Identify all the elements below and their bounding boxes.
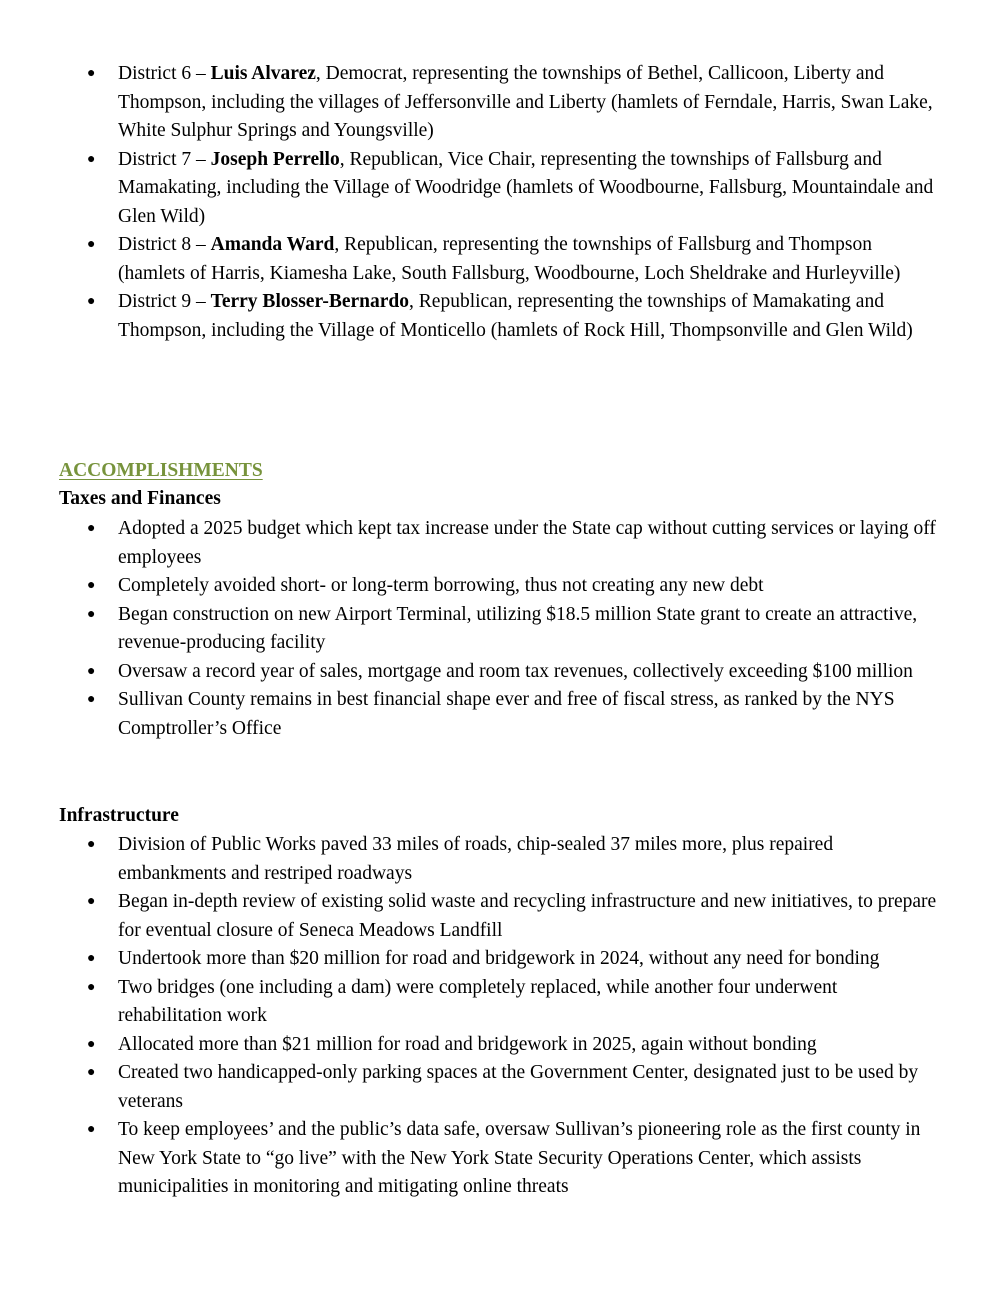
district-prefix: District 6 – bbox=[118, 63, 211, 84]
list-item bbox=[0, 658, 1000, 687]
district-prefix: District 7 – bbox=[118, 148, 211, 170]
list-item-text: Undertook more than $20 million for road and bridgework in 2024, without any need for bonding bbox=[118, 948, 880, 969]
district-item bbox=[0, 288, 1000, 345]
list-item bbox=[0, 515, 1000, 572]
list-item bbox=[0, 1059, 1000, 1116]
list-item bbox=[0, 945, 1000, 974]
list-item-text: Began in-depth review of existing solid waste and recycling infrastructure and new initiatives, to prepare for eventual closure of Seneca Meadows Landfill bbox=[118, 891, 937, 941]
legislator-name: Terry Blosser-Bernardo bbox=[210, 291, 410, 312]
list-item bbox=[0, 974, 1000, 1031]
legislator-name: Luis Alvarez bbox=[210, 63, 316, 84]
bullet-icon: ● bbox=[87, 294, 96, 309]
bullet-icon: ● bbox=[87, 1122, 96, 1137]
taxes-list bbox=[0, 515, 1000, 743]
list-item-text: Created two handicapped-only parking spaces at the Government Center, designated just to be used by veterans bbox=[118, 1062, 919, 1112]
legislator-name: Joseph Perrello bbox=[210, 148, 340, 170]
taxes-heading: Taxes and Finances bbox=[59, 488, 221, 509]
list-item bbox=[0, 1116, 1000, 1202]
list-item bbox=[0, 831, 1000, 888]
list-item bbox=[0, 686, 1000, 743]
infrastructure-heading: Infrastructure bbox=[59, 805, 179, 826]
bullet-icon: ● bbox=[87, 1036, 96, 1052]
list-item-text: Completely avoided short- or long-term borrowing, thus not creating any new debt bbox=[118, 575, 764, 596]
list-item-text: Two bridges (one including a dam) were completely replaced, while another four underwent rehabilitation work bbox=[118, 976, 838, 1026]
bullet-icon: ● bbox=[87, 151, 96, 167]
list-item-text: Adopted a 2025 budget which kept tax increase under the State cap without cutting services or laying off employees bbox=[118, 518, 936, 568]
bullet-icon: ● bbox=[87, 894, 96, 909]
infrastructure-list bbox=[0, 831, 1000, 1202]
list-item bbox=[0, 572, 1000, 601]
district-description: , Republican, Vice Chair, representing the townships of Fallsburg and Mamakating, including the Village of Woodridge (hamlets of Woodbourne, Fallsburg, Mountaindale and Glen Wild) bbox=[118, 148, 934, 227]
legislator-name: Amanda Ward bbox=[210, 234, 335, 255]
list-item bbox=[0, 601, 1000, 658]
bullet-icon: ● bbox=[87, 951, 96, 966]
bullet-icon: ● bbox=[87, 837, 96, 852]
list-item bbox=[0, 888, 1000, 945]
list-item-text: Oversaw a record year of sales, mortgage and room tax revenues, collectively exceeding $100 million bbox=[118, 660, 913, 682]
bullet-icon: ● bbox=[87, 237, 96, 252]
list-item-text: Sullivan County remains in best financial shape ever and free of fiscal stress, as ranked by the NYS Comptroller’s Office bbox=[118, 689, 895, 739]
bullet-icon: ● bbox=[87, 521, 96, 536]
bullet-icon: ● bbox=[87, 692, 96, 707]
list-item-text: To keep employees’ and the public’s data safe, oversaw Sullivan’s pioneering role as the first county in New York State to “go live” with the New York State Security Operations Center, which assists municipalities in monitoring and mitigating online threats bbox=[118, 1119, 921, 1197]
district-list bbox=[0, 60, 1000, 345]
bullet-icon: ● bbox=[87, 1065, 96, 1080]
district-description: , Democrat, representing the townships of Bethel, Callicoon, Liberty and Thompson, including the villages of Jeffersonville and Liberty (hamlets of Ferndale, Harris, Swan Lake, White Sulphur Springs and Youngsville) bbox=[118, 63, 933, 141]
district-prefix: District 9 – bbox=[118, 291, 211, 312]
bullet-icon: ● bbox=[87, 66, 96, 81]
district-item bbox=[0, 60, 1000, 146]
district-item bbox=[0, 146, 1000, 232]
bullet-icon: ● bbox=[87, 663, 96, 679]
district-description: , Republican, representing the townships of Mamakating and Thompson, including the Village of Monticello (hamlets of Rock Hill, Thompsonville and Glen Wild) bbox=[118, 291, 913, 341]
list-item bbox=[0, 1031, 1000, 1060]
district-prefix: District 8 – bbox=[118, 234, 211, 255]
list-item-text: Began construction on new Airport Terminal, utilizing $18.5 million State grant to create an attractive, revenue-producing facility bbox=[118, 603, 918, 653]
bullet-icon: ● bbox=[87, 606, 96, 622]
district-item bbox=[0, 231, 1000, 288]
bullet-icon: ● bbox=[87, 979, 96, 995]
bullet-icon: ● bbox=[87, 578, 96, 593]
district-description: , Republican, representing the townships of Fallsburg and Thompson (hamlets of Harris, Kiamesha Lake, South Fallsburg, Woodbourne, Loch Sheldrake and Hurleyville) bbox=[118, 234, 901, 284]
accomplishments-heading: ACCOMPLISHMENTS bbox=[59, 460, 263, 481]
list-item-text: Division of Public Works paved 33 miles of roads, chip-sealed 37 miles more, plus repaired embankments and restriped roadways bbox=[118, 834, 834, 884]
list-item-text: Allocated more than $21 million for road and bridgework in 2025, again without bonding bbox=[118, 1033, 817, 1055]
